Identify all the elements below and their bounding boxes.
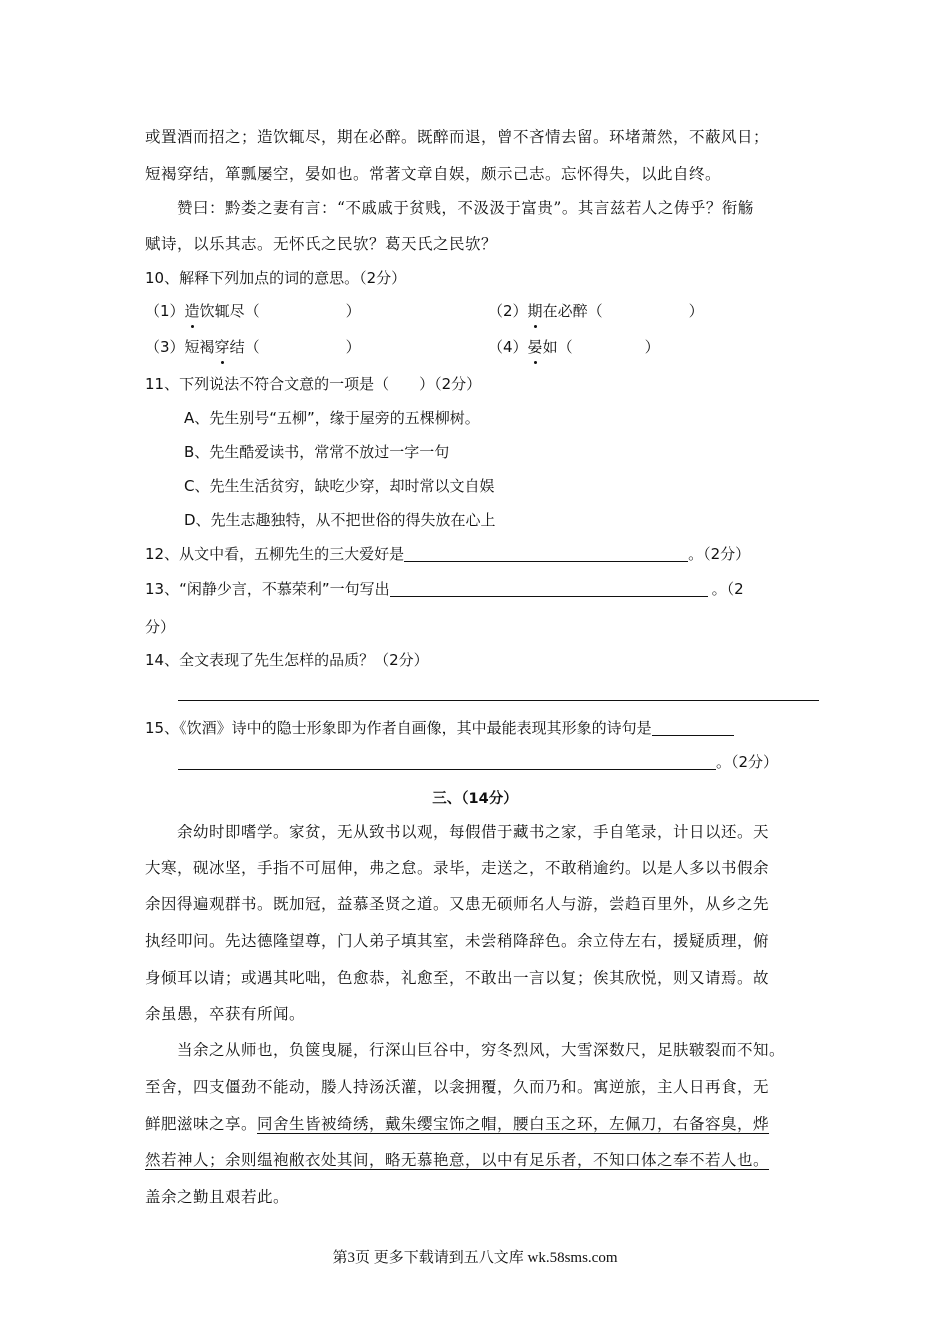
dotted-word: 期 [527, 302, 543, 320]
option-b[interactable]: B、先生酷爱读书，常常不放过一字一句 [184, 443, 450, 461]
underlined-sentence: 同舍生皆被绮绣，戴朱缨宝饰之帽，腰白玉之环，左佩刀，右备容臭，烨 [257, 1115, 770, 1133]
question-15-stem: 15、《饮酒》诗中的隐士形象即为作者自画像，其中最能表现其形象的诗句是 [145, 719, 652, 737]
item-text: 在必醉（ [542, 302, 603, 320]
underlined-sentence: 然若神人；余则缊袍敝衣处其间，略无慕艳意，以中有足乐者，不知口体之奉不若人也。 [145, 1151, 770, 1169]
question-10-item-3 [145, 337, 361, 357]
item-prefix: （1） [145, 302, 185, 320]
passage2-line [145, 1114, 769, 1134]
question-10-item-1 [145, 301, 361, 321]
page-footer: 第3页 更多下载请到五八文库 wk.58sms.com [332, 1250, 618, 1266]
question-13-stem: 13、“闲静少言，不慕荣利”一句写出 [145, 580, 390, 598]
question-10-item-4 [488, 337, 660, 357]
answer-blank[interactable] [652, 719, 734, 736]
dotted-word: 晏 [527, 338, 543, 356]
option-c[interactable]: C、先生生活贫穷，缺吃少穿，却时常以文自娱 [184, 477, 495, 495]
passage1-line: 赋诗，以乐其志。无怀氏之民欤？葛天氏之民欤？ [145, 235, 498, 253]
answer-blank[interactable] [404, 545, 688, 562]
answer-blank[interactable] [390, 580, 708, 597]
question-15-tail: 。（2分） [716, 753, 779, 771]
answer-blank[interactable] [178, 753, 716, 770]
question-14-stem: 14、全文表现了先生怎样的品质？（2分） [145, 651, 429, 669]
passage2-line: 身倾耳以请；或遇其叱咄，色愈恭，礼愈至，不敢出一言以复；俟其欣悦，则又请焉。故 [145, 969, 770, 987]
item-text: 如（ [542, 338, 573, 356]
passage2-line: 余幼时即嗜学。家贫，无从致书以观，每假借于藏书之家，手自笔录，计日以还。天 [177, 823, 770, 841]
question-10-item-2 [488, 301, 704, 321]
question-11-stem: 11、下列说法不符合文意的一项是（ ）（2分） [145, 375, 482, 393]
question-10-stem: 10、解释下列加点的词的意思。（2分） [145, 269, 407, 287]
item-close: ） [644, 338, 660, 356]
item-close: ） [345, 302, 361, 320]
passage2-line: 至舍，四支僵劲不能动，媵人持汤沃灌，以衾拥覆，久而乃和。寓逆旅，主人日再食，无 [145, 1078, 770, 1096]
option-a[interactable]: A、先生别号“五柳”，缘于屋旁的五棵柳树。 [184, 409, 480, 427]
question-12-tail: 。（2分） [688, 545, 751, 563]
question-13 [145, 579, 744, 599]
passage2-line: 当余之从师也，负箧曳屣，行深山巨谷中，穷冬烈风，大雪深数尺，足肤皲裂而不知。 [177, 1041, 786, 1059]
question-12 [145, 544, 750, 564]
question-12-stem: 12、从文中看，五柳先生的三大爱好是 [145, 545, 405, 563]
section-heading: 三、（14分） [432, 791, 518, 807]
plain-text: 鲜肥滋味之享。 [145, 1115, 258, 1133]
passage1-line: 或置酒而招之；造饮辄尽，期在必醉。既醉而退，曾不吝情去留。环堵萧然，不蔽风日； [145, 128, 770, 146]
passage2-line: 余虽愚，卒获有所闻。 [145, 1005, 306, 1023]
dotted-word: 穿 [214, 338, 230, 356]
passage1-line: 赞曰：黔娄之妻有言：“不戚戚于贫贱，不汲汲于富贵”。其言兹若人之俦乎？衔觞 [177, 199, 754, 217]
answer-line[interactable] [178, 700, 819, 701]
item-close: ） [345, 338, 361, 356]
passage1-line: 短褐穿结，箪瓢屡空，晏如也。常著文章自娱，颇示己志。忘怀得失，以此自终。 [145, 165, 722, 183]
item-text: 结（ [229, 338, 260, 356]
item-prefix: （2） [488, 302, 528, 320]
item-text: 饮辄尽（ [199, 302, 260, 320]
option-d[interactable]: D、先生志趣独特，从不把世俗的得失放在心上 [184, 511, 496, 529]
passage2-line: 盖余之勤且艰若此。 [145, 1188, 290, 1206]
question-15 [145, 718, 734, 738]
question-13-tail: 。（2 [711, 580, 744, 598]
item-prefix: （4） [488, 338, 528, 356]
item-close: ） [688, 302, 704, 320]
passage2-line: 余因得遍观群书。既加冠，益慕圣贤之道。又患无硕师名人与游，尝趋百里外，从乡之先 [145, 895, 770, 913]
item-prefix: （3）短褐 [145, 338, 215, 356]
passage2-line: 执经叩问。先达德隆望尊，门人弟子填其室，未尝稍降辞色。余立侍左右，援疑质理，俯 [145, 932, 770, 950]
passage2-line: 大寒，砚冰坚，手指不可屈伸，弗之怠。录毕，走送之，不敢稍逾约。以是人多以书假余 [145, 859, 770, 877]
question-15-line-2 [178, 752, 778, 772]
dotted-word: 造 [184, 302, 200, 320]
question-13-tail-2: 分） [145, 618, 176, 636]
